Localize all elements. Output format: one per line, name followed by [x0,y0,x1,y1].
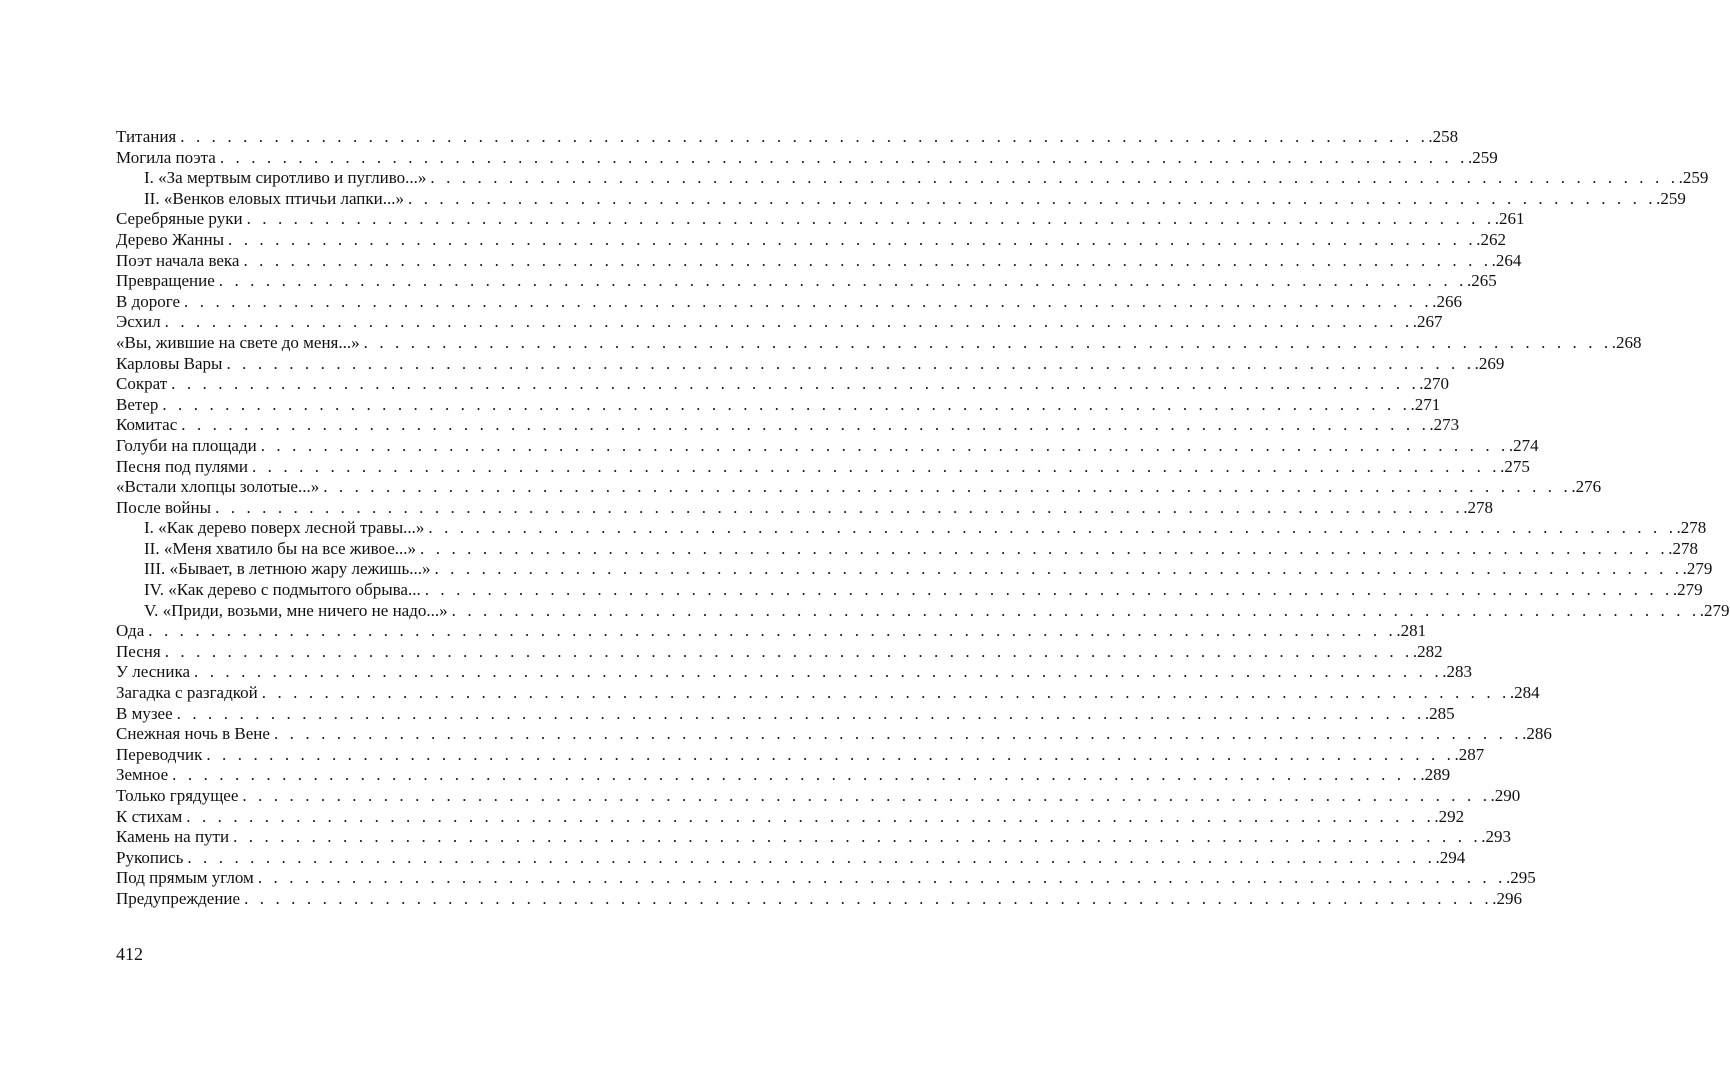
toc-entry [116,806,1465,828]
toc-entry-page: .278 [1668,538,1698,558]
dot-leader: . . . . . . . . . . . . . . . . . . . . . . . . . . . . . . . . . . . . . . . . . . . . . . . . . . . . . . . . . . . . . . . . . . . . . . . . . . . . . . . . [162,394,1411,414]
toc-entry [116,394,1441,416]
dot-leader: . . . . . . . . . . . . . . . . . . . . . . . . . . . . . . . . . . . . . . . . . . . . . . . . . . . . . . . . . . . . . . . . . . . . . . . . . . . . . . . . [194,662,1443,682]
dot-leader: . . . . . . . . . . . . . . . . . . . . . . . . . . . . . . . . . . . . . . . . . . . . . . . . . . . . . . . . . . . . . . . . . . . . . . . . . . . . . . . . [215,497,1464,517]
toc-entry-title: К стихам [116,806,183,826]
dot-leader: . . . . . . . . . . . . . . . . . . . . . . . . . . . . . . . . . . . . . . . . . . . . . . . . . . . . . . . . . . . . . . . . . . . . . . . . . . . . . . . . [148,621,1397,641]
toc-entry [116,662,1472,683]
toc-entry-title: Превращение [116,271,215,291]
toc-subentry [116,580,1703,601]
toc-entry-page: .259 [1656,188,1686,208]
toc-entry-page: .281 [1396,621,1427,641]
toc-entry-page: .279 [1682,559,1713,579]
dot-leader: . . . . . . . . . . . . . . . . . . . . . . . . . . . . . . . . . . . . . . . . . . . . . . . . . . . . . . . . . . . . . . . . . . . . . . . . . . . . . . . . [206,744,1455,764]
toc-entry-page: .267 [1412,312,1443,332]
dot-leader: . . . . . . . . . . . . . . . . . . . . . . . . . . . . . . . . . . . . . . . . . . . . . . . . . . . . . . . . . . . . . . . . . . . . . . . . . . . . . . . . [451,600,1700,620]
dot-leader: . . . . . . . . . . . . . . . . . . . . . . . . . . . . . . . . . . . . . . . . . . . . . . . . . . . . . . . . . . . . . . . . . . . . . . . . . . . . . . . . [187,847,1436,867]
dot-leader: . . . . . . . . . . . . . . . . . . . . . . . . . . . . . . . . . . . . . . . . . . . . . . . . . . . . . . . . . . . . . . . . . . . . . . . . . . . . . . . . [228,229,1477,249]
toc-entry-page: .269 [1474,353,1505,373]
toc-entry-page: .287 [1454,744,1485,764]
toc-entry-page: .268 [1611,332,1642,352]
toc-entry-page: .294 [1435,847,1466,867]
toc-entry-title: Земное [116,765,169,785]
toc-entry-page: .293 [1481,827,1511,847]
dot-leader: . . . . . . . . . . . . . . . . . . . . . . . . . . . . . . . . . . . . . . . . . . . . . . . . . . . . . . . . . . . . . . . . . . . . . . . . . . . . . . . . [171,374,1420,394]
toc-entry-title: Песня [116,641,161,661]
toc-entry-page: .292 [1434,806,1465,826]
dot-leader: . . . . . . . . . . . . . . . . . . . . . . . . . . . . . . . . . . . . . . . . . . . . . . . . . . . . . . . . . . . . . . . . . . . . . . . . . . . . . . . . [363,332,1612,352]
toc-entry-page: .296 [1492,888,1522,908]
toc-entry-title: После войны [116,497,212,517]
toc-entry [116,888,1522,910]
toc-entry-title: Ода [116,621,145,641]
toc-entry [116,332,1642,354]
toc-entry [116,847,1466,869]
toc-entry-page: .279 [1699,600,1730,620]
toc-entry-page: .278 [1463,497,1493,517]
toc-entry-title: III. «Бывает, в летнюю жару лежишь...» [144,559,431,579]
toc-subentry [116,600,1730,622]
dot-leader: . . . . . . . . . . . . . . . . . . . . . . . . . . . . . . . . . . . . . . . . . . . . . . . . . . . . . . . . . . . . . . . . . . . . . . . . . . . . . . . . [430,168,1679,188]
dot-leader: . . . . . . . . . . . . . . . . . . . . . . . . . . . . . . . . . . . . . . . . . . . . . . . . . . . . . . . . . . . . . . . . . . . . . . . . . . . . . . . . [323,477,1572,497]
dot-leader: . . . . . . . . . . . . . . . . . . . . . . . . . . . . . . . . . . . . . . . . . . . . . . . . . . . . . . . . . . . . . . . . . . . . . . . . . . . . . . . . [246,209,1495,229]
toc-entry-page: .282 [1412,641,1443,661]
dot-leader: . . . . . . . . . . . . . . . . . . . . . . . . . . . . . . . . . . . . . . . . . . . . . . . . . . . . . . . . . . . . . . . . . . . . . . . . . . . . . . . . [180,127,1429,146]
toc-entry-title: Камень на пути [116,827,230,847]
dot-leader: . . . . . . . . . . . . . . . . . . . . . . . . . . . . . . . . . . . . . . . . . . . . . . . . . . . . . . . . . . . . . . . . . . . . . . . . . . . . . . . . [257,868,1506,888]
toc-entry-title: Титания [116,127,177,146]
toc-entry-page: .262 [1476,229,1506,249]
toc-entry-page: .270 [1419,374,1450,394]
dot-leader: . . . . . . . . . . . . . . . . . . . . . . . . . . . . . . . . . . . . . . . . . . . . . . . . . . . . . . . . . . . . . . . . . . . . . . . . . . . . . . . . [184,291,1433,311]
toc-entry [116,786,1521,807]
toc-entry-page: .271 [1410,394,1441,414]
toc-entry-title: I. «Как дерево поверх лесной травы...» [144,518,425,538]
dot-leader: . . . . . . . . . . . . . . . . . . . . . . . . . . . . . . . . . . . . . . . . . . . . . . . . . . . . . . . . . . . . . . . . . . . . . . . . . . . . . . . . [242,786,1491,805]
toc-subentry [116,168,1709,189]
toc-entry [116,744,1485,766]
toc-entry [116,127,1459,148]
toc-entry-title: Рукопись [116,847,184,867]
dot-leader: . . . . . . . . . . . . . . . . . . . . . . . . . . . . . . . . . . . . . . . . . . . . . . . . . . . . . . . . . . . . . . . . . . . . . . . . . . . . . . . . [434,559,1683,579]
toc-entry [116,435,1539,457]
toc-entry [116,147,1498,169]
page-number: 412 [116,944,143,964]
toc-entry [116,724,1552,745]
toc-entry-title: В дороге [116,291,181,311]
toc-entry-page: .285 [1424,703,1455,723]
toc-entry [116,353,1505,375]
toc-entry-page: .295 [1505,868,1536,888]
toc-entry [116,827,1511,848]
toc-entry-title: V. «Приди, возьми, мне ничего не надо...» [144,600,448,620]
toc-entry [116,415,1460,436]
toc-entry-title: Серебряные руки [116,209,243,229]
toc-entry-page: .266 [1432,291,1462,311]
toc-entry [116,312,1443,333]
toc-entry [116,868,1536,889]
toc-entry-page: .264 [1491,250,1522,270]
toc-entry-page: .259 [1467,147,1498,167]
toc-entry-page: .278 [1676,518,1707,538]
dot-leader: . . . . . . . . . . . . . . . . . . . . . . . . . . . . . . . . . . . . . . . . . . . . . . . . . . . . . . . . . . . . . . . . . . . . . . . . . . . . . . . . [251,456,1501,476]
table-of-contents [116,127,1730,910]
toc-entry-page: .274 [1508,435,1539,455]
dot-leader: . . . . . . . . . . . . . . . . . . . . . . . . . . . . . . . . . . . . . . . . . . . . . . . . . . . . . . . . . . . . . . . . . . . . . . . . . . . . . . . . [260,435,1509,455]
toc-entry [116,374,1450,395]
toc-entry [116,456,1530,478]
toc-entry [116,250,1522,272]
toc-entry-title: I. «За мертвым сиротливо и пугливо...» [144,168,427,188]
toc-entry-title: «Встали хлопцы золотые...» [116,477,320,497]
dot-leader: . . . . . . . . . . . . . . . . . . . . . . . . . . . . . . . . . . . . . . . . . . . . . . . . . . . . . . . . . . . . . . . . . . . . . . . . . . . . . . . . [244,888,1493,908]
toc-subentry [116,518,1707,539]
dot-leader: . . . . . . . . . . . . . . . . . . . . . . . . . . . . . . . . . . . . . . . . . . . . . . . . . . . . . . . . . . . . . . . . . . . . . . . . . . . . . . . . [424,580,1673,600]
toc-entry-title: «Вы, жившие на свете до меня...» [116,332,360,352]
dot-leader: . . . . . . . . . . . . . . . . . . . . . . . . . . . . . . . . . . . . . . . . . . . . . . . . . . . . . . . . . . . . . . . . . . . . . . . . . . . . . . . . [261,683,1510,703]
dot-leader: . . . . . . . . . . . . . . . . . . . . . . . . . . . . . . . . . . . . . . . . . . . . . . . . . . . . . . . . . . . . . . . . . . . . . . . . . . . . . . . . [172,765,1421,785]
toc-entry-page: .283 [1442,662,1472,682]
dot-leader: . . . . . . . . . . . . . . . . . . . . . . . . . . . . . . . . . . . . . . . . . . . . . . . . . . . . . . . . . . . . . . . . . . . . . . . . . . . . . . . . [218,271,1467,291]
toc-entry-title: Загадка с разгадкой [116,683,258,703]
dot-leader: . . . . . . . . . . . . . . . . . . . . . . . . . . . . . . . . . . . . . . . . . . . . . . . . . . . . . . . . . . . . . . . . . . . . . . . . . . . . . . . . [408,188,1657,208]
dot-leader: . . . . . . . . . . . . . . . . . . . . . . . . . . . . . . . . . . . . . . . . . . . . . . . . . . . . . . . . . . . . . . . . . . . . . . . . . . . . . . . . [176,703,1425,723]
toc-entry-page: .258 [1428,127,1459,146]
dot-leader: . . . . . . . . . . . . . . . . . . . . . . . . . . . . . . . . . . . . . . . . . . . . . . . . . . . . . . . . . . . . . . . . . . . . . . . . . . . . . . . . [186,806,1435,826]
toc-entry-title: Переводчик [116,744,203,764]
dot-leader: . . . . . . . . . . . . . . . . . . . . . . . . . . . . . . . . . . . . . . . . . . . . . . . . . . . . . . . . . . . . . . . . . . . . . . . . . . . . . . . . [420,538,1669,558]
toc-entry [116,683,1540,704]
toc-entry [116,229,1506,251]
dot-leader: . . . . . . . . . . . . . . . . . . . . . . . . . . . . . . . . . . . . . . . . . . . . . . . . . . . . . . . . . . . . . . . . . . . . . . . . . . . . . . . . [273,724,1523,744]
toc-subentry [116,559,1713,580]
toc-entry-page: .284 [1509,683,1540,703]
toc-entry-page: .290 [1490,786,1521,805]
toc-entry-page: .259 [1678,168,1709,188]
dot-leader: . . . . . . . . . . . . . . . . . . . . . . . . . . . . . . . . . . . . . . . . . . . . . . . . . . . . . . . . . . . . . . . . . . . . . . . . . . . . . . . . [233,827,1482,847]
dot-leader: . . . . . . . . . . . . . . . . . . . . . . . . . . . . . . . . . . . . . . . . . . . . . . . . . . . . . . . . . . . . . . . . . . . . . . . . . . . . . . . . [164,312,1413,332]
toc-entry-page: .273 [1429,415,1460,435]
dot-leader: . . . . . . . . . . . . . . . . . . . . . . . . . . . . . . . . . . . . . . . . . . . . . . . . . . . . . . . . . . . . . . . . . . . . . . . . . . . . . . . . [226,353,1475,373]
toc-entry-page: .276 [1571,477,1602,497]
toc-entry-page: .275 [1500,456,1530,476]
toc-entry-title: У лесника [116,662,191,682]
toc-entry [116,291,1462,313]
toc-entry-page: .286 [1522,724,1552,744]
toc-entry [116,641,1443,663]
toc-entry-title: Эсхил [116,312,161,332]
toc-entry [116,621,1427,642]
toc-entry-page: .279 [1672,580,1703,600]
toc-entry-title: Сократ [116,374,168,394]
toc-entry-title: Карловы Вары [116,353,223,373]
toc-entry [116,765,1451,786]
toc-entry-title: Ветер [116,394,159,414]
toc-entry-title: II. «Венков еловых птичьи лапки...» [144,188,404,208]
dot-leader: . . . . . . . . . . . . . . . . . . . . . . . . . . . . . . . . . . . . . . . . . . . . . . . . . . . . . . . . . . . . . . . . . . . . . . . . . . . . . . . . [181,415,1430,435]
toc-subentry [116,188,1686,210]
toc-entry [116,703,1455,725]
toc-entry-page: .289 [1420,765,1451,785]
toc-entry-title: Только грядущее [116,786,239,805]
toc-subentry [116,538,1698,560]
dot-leader: . . . . . . . . . . . . . . . . . . . . . . . . . . . . . . . . . . . . . . . . . . . . . . . . . . . . . . . . . . . . . . . . . . . . . . . . . . . . . . . . [219,147,1468,167]
toc-entry-page: .261 [1494,209,1525,229]
toc-entry [116,271,1497,292]
toc-entry-title: Комитас [116,415,178,435]
dot-leader: . . . . . . . . . . . . . . . . . . . . . . . . . . . . . . . . . . . . . . . . . . . . . . . . . . . . . . . . . . . . . . . . . . . . . . . . . . . . . . . . [243,250,1492,270]
toc-entry-title: II. «Меня хватило бы на все живое...» [144,538,417,558]
toc-entry-title: Дерево Жанны [116,229,225,249]
toc-entry [116,209,1525,230]
toc-entry-title: Поэт начала века [116,250,240,270]
toc-entry-page: .265 [1466,271,1497,291]
toc-entry-title: Голуби на площади [116,435,257,455]
toc-entry-title: Могила поэта [116,147,216,167]
toc-entry-title: Под прямым углом [116,868,254,888]
toc-entry-title: Снежная ночь в Вене [116,724,270,744]
dot-leader: . . . . . . . . . . . . . . . . . . . . . . . . . . . . . . . . . . . . . . . . . . . . . . . . . . . . . . . . . . . . . . . . . . . . . . . . . . . . . . . . [428,518,1677,538]
toc-entry-title: Предупреждение [116,888,241,908]
toc-entry [116,497,1493,519]
toc-entry [116,477,1602,498]
toc-entry-title: IV. «Как дерево с подмытого обрыва... [144,580,421,600]
toc-entry-title: В музее [116,703,173,723]
toc-entry-title: Песня под пулями [116,456,248,476]
dot-leader: . . . . . . . . . . . . . . . . . . . . . . . . . . . . . . . . . . . . . . . . . . . . . . . . . . . . . . . . . . . . . . . . . . . . . . . . . . . . . . . . [164,641,1413,661]
